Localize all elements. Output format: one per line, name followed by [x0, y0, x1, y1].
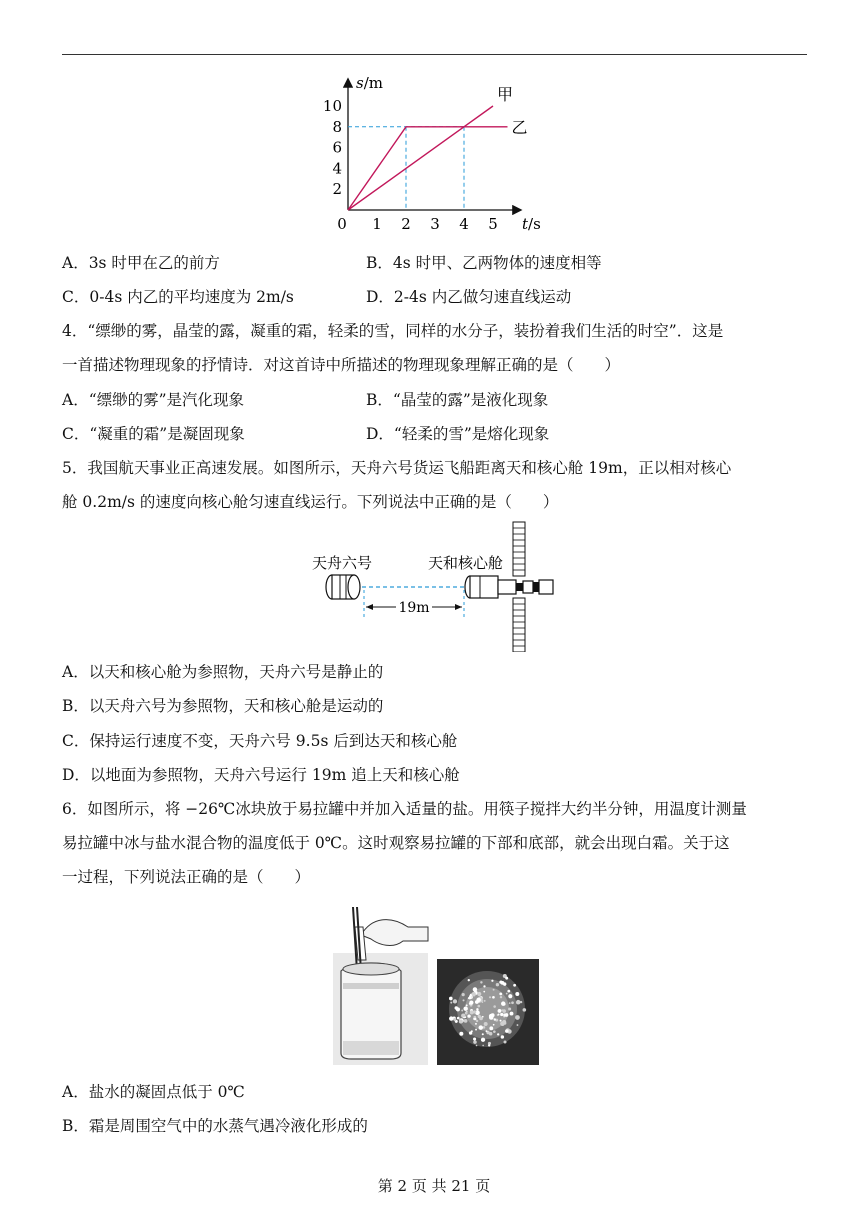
series-line-0: [348, 106, 493, 210]
q3-option-b: B．4s 时甲、乙两物体的速度相等: [366, 254, 602, 272]
tianzhou-craft: [326, 575, 360, 599]
q5-option-a: A．以天和核心舱为参照物，天舟六号是静止的: [62, 663, 384, 681]
y-tick-label: 4: [332, 159, 342, 178]
q6-stem-line2: 易拉罐中冰与盐水混合物的温度低于 0℃。这时观察易拉罐的下部和底部，就会出现白霜。关于这: [62, 834, 730, 852]
x-tick-label: 3: [430, 215, 440, 233]
series-label-yi: 乙: [511, 117, 528, 137]
q4-option-d: D．“轻柔的雪”是熔化现象: [366, 425, 550, 443]
q4-option-a: A．“缥缈的雾”是汽化现象: [62, 391, 245, 409]
x-axis-label: t/s: [522, 215, 541, 233]
distance-label: 19m: [398, 600, 430, 616]
q5-stem-line2: 舱 0.2m/s 的速度向核心舱匀速直线运行。下列说法中正确的是（ ）: [62, 493, 559, 511]
y-tick-label: 2: [332, 180, 342, 199]
s-t-graph: [300, 72, 560, 234]
header-rule: [62, 54, 807, 55]
origin-label: 0: [337, 215, 347, 233]
q5-stem-line1: 5．我国航天事业正高速发展。如图所示，天舟六号货运飞船距离天和核心舱 19m，正以相对核心: [62, 459, 732, 477]
y-tick-label: 10: [322, 97, 342, 115]
page-footer: 第 2 页 共 21 页: [377, 1177, 491, 1195]
q6-stem-line1: 6．如图所示，将 −26℃冰块放于易拉罐中并加入适量的盐。用筷子搅拌大约半分钟，用温度计测量: [62, 800, 747, 818]
x-tick-label: 4: [459, 215, 469, 233]
label-tianzhou: 天舟六号: [312, 554, 373, 572]
label-tianhe: 天和核心舱: [428, 554, 504, 572]
series-lines: [348, 106, 508, 210]
q5-option-d: D．以地面为参照物，天舟六号运行 19m 追上天和核心舱: [62, 766, 460, 784]
q3-option-d: D．2-4s 内乙做匀速直线运动: [366, 288, 572, 306]
y-tick-label: 8: [332, 117, 342, 136]
q4-option-c: C．“凝重的霜”是凝固现象: [62, 425, 245, 443]
q4-stem-line2: 一首描述物理现象的抒情诗．对这首诗中所描述的物理现象理解正确的是（ ）: [62, 356, 621, 374]
q4-option-b: B．“晶莹的露”是液化现象: [366, 391, 549, 409]
q3-option-c: C．0-4s 内乙的平均速度为 2m/s: [62, 288, 294, 306]
x-tick-label: 1: [372, 215, 382, 233]
x-tick-label: 2: [401, 215, 411, 233]
y-axis-label: s/m: [356, 74, 383, 92]
q6-stem-line3: 一过程，下列说法正确的是（ ）: [62, 868, 311, 886]
ice-salt-can-photo: [333, 905, 539, 1065]
tianhe-craft: [465, 522, 553, 652]
q3-option-a: A．3s 时甲在乙的前方: [62, 254, 220, 272]
x-tick-label: 5: [488, 215, 498, 233]
y-tick-label: 6: [332, 138, 342, 157]
q4-stem-line1: 4．“缥缈的雾，晶莹的露，凝重的霜，轻柔的雪，同样的水分子，装扮着我们生活的时空”．这是: [62, 322, 724, 340]
q5-option-c: C．保持运行速度不变，天舟六号 9.5s 后到达天和核心舱: [62, 732, 458, 750]
spacecraft-figure: [300, 520, 570, 652]
series-label-jia: 甲: [497, 85, 514, 104]
q6-option-a: A．盐水的凝固点低于 0℃: [62, 1083, 245, 1101]
series-line-1: [348, 127, 508, 210]
q6-option-b: B．霜是周围空气中的水蒸气遇冷液化形成的: [62, 1117, 368, 1135]
q5-option-b: B．以天舟六号为参照物，天和核心舱是运动的: [62, 697, 384, 715]
